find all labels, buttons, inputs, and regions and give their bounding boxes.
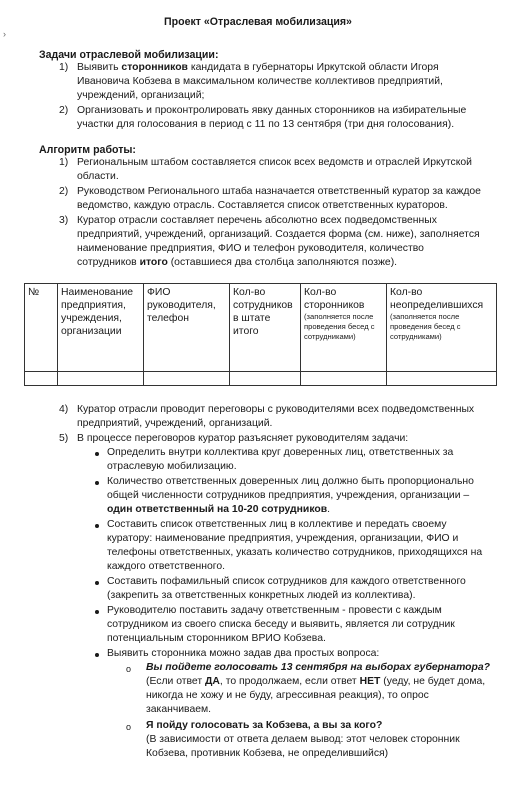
list-line: Региональным штабом составляется список всех ведомств и отраслей Иркутской [77, 157, 472, 168]
bullet-line: сотрудником из своего списка беседу и выявить, является ли сотрудник [107, 619, 455, 630]
bullet-line: телефоны ответственных, указать количество сотрудников, приходящихся на [107, 547, 483, 558]
emphasis-yes: ДА [205, 676, 220, 687]
bullet-line: Руководителю поставить задачу ответственным - провести с каждым [107, 605, 442, 616]
list-line: Куратор отрасли проводит переговоры с руководителями всех подведомственных [77, 404, 475, 415]
list-line: Организовать и проконтролировать явку данных сторонников на избирательные [77, 105, 467, 116]
list-line: учреждений, организаций; [77, 90, 205, 101]
bullet-line: один ответственный на 10-20 сотрудников. [107, 504, 331, 515]
answer-line: никогда не хожу и не буду, агрессивная реакция), то опрос [146, 690, 429, 701]
question-text: Я пойду голосовать за Кобзева, а вы за кого? [146, 720, 383, 731]
bullet-dot [95, 524, 99, 528]
table-header-cell: Кол-во сторонников (заполняется после проведения бесед с сотрудниками) [301, 284, 387, 372]
list-number: 2) [59, 105, 69, 116]
answer-line: (В зависимости от ответа делаем вывод: этот человек сторонник [146, 734, 460, 745]
table-header-row [25, 284, 497, 372]
table-header-cell: Кол-во сотрудников в штате итого [230, 284, 301, 372]
table-header-cell: Кол-во неопределившихся (заполняется после проведения бесед с сотрудниками) [387, 284, 497, 372]
sub-bullet-circle: o [126, 722, 132, 732]
answer-line: (Если ответ ДА, то продолжаем, если ответ НЕТ (уеду, не будет дома, [146, 676, 486, 687]
emphasis-no: НЕТ [359, 676, 381, 687]
bullet-dot [95, 653, 99, 657]
list-number: 4) [59, 404, 69, 415]
bullet-line: куратору: наименование предприятия, учреждения, организации, ФИО и [107, 533, 459, 544]
table-cell [25, 372, 58, 386]
list-line: предприятий, учреждений, организаций. [77, 418, 273, 429]
list-line: предприятий, учреждений, организаций. Создается форма (см. ниже), заполняется [77, 229, 480, 240]
list-line: Выявить сторонников кандидата в губернаторы Иркутской области Игоря [77, 62, 439, 73]
list-number: 1) [59, 62, 69, 73]
bullet-dot [95, 610, 99, 614]
bullet-dot [95, 481, 99, 485]
table-row [25, 372, 497, 386]
list-line: Руководством Регионального штаба назначается ответственный куратор за каждое [77, 186, 481, 197]
table-cell [230, 372, 301, 386]
list-number: 1) [59, 157, 69, 168]
list-line: Куратор отрасли составляет перечень абсолютно всех подведомственных [77, 215, 437, 226]
list-line: участки для голосования в период с 11 по 13 сентября (три дня голосования). [77, 119, 455, 130]
answer-line: заканчиваем. [146, 704, 212, 715]
bullet-line: каждого ответственного. [107, 561, 225, 572]
table-header-cell: № [25, 284, 58, 372]
bullet-line: отраслевую мобилизацию. [107, 461, 237, 472]
list-line: В процессе переговоров куратор разъясняет руководителям задачи: [77, 433, 409, 444]
algorithm-heading: Алгоритм работы: [39, 144, 136, 156]
list-number: 3) [59, 215, 69, 226]
table-cell [144, 372, 230, 386]
list-line: сотрудников итого (оставшиеся два столбца заполняются позже). [77, 257, 398, 268]
bullet-line: Составить список ответственных лиц в коллективе и передать своему [107, 519, 447, 530]
table-cell [58, 372, 144, 386]
bullet-dot [95, 452, 99, 456]
table-header-note: (заполняется после проведения бесед с сотрудниками) [304, 312, 375, 341]
table-cell [387, 372, 497, 386]
document-title: Проект «Отраслевая мобилизация» [164, 16, 352, 28]
bullet-line: потенциальным сторонником ВРИО Кобзева. [107, 633, 326, 644]
table-cell [301, 372, 387, 386]
tasks-heading: Задачи отраслевой мобилизации: [39, 49, 219, 61]
bullet-line: Определить внутри коллектива круг доверенных лиц, ответственных за [107, 447, 454, 458]
list-number: 2) [59, 186, 69, 197]
emphasis-ratio: один ответственный на 10-20 сотрудников [107, 504, 328, 515]
table-header-note: (заполняется после проведения бесед с сотрудниками) [390, 312, 461, 341]
list-line: Ивановича Кобзева в максимальном количестве коллективов предприятий, [77, 76, 443, 87]
page-edge-mark: › [3, 29, 6, 39]
list-line: наименование предприятия, ФИО и телефон руководителя, количество [77, 243, 424, 254]
list-line: ведомство, каждую отрасль. Составляется список ответственных кураторов. [77, 200, 448, 211]
bullet-dot [95, 581, 99, 585]
table-header-cell: ФИО руководителя, телефон [144, 284, 230, 372]
emphasis-supporters: сторонников [121, 62, 188, 73]
bullet-line: Выявить сторонника можно задав два простых вопроса: [107, 648, 380, 659]
list-line: области. [77, 171, 119, 182]
table-header-cell: Наименование предприятия, учреждения, организации [58, 284, 144, 372]
bullet-line: (закрепить за ответственных конкретных людей из коллектива). [107, 590, 416, 601]
emphasis-total: итого [139, 257, 168, 268]
bullet-line: Составить пофамильный список сотрудников для каждого ответственного [107, 576, 466, 587]
sub-bullet-circle: o [126, 664, 132, 674]
question-text: Вы пойдете голосовать 13 сентября на выборах губернатора? [146, 662, 490, 673]
list-number: 5) [59, 433, 69, 444]
mobilization-form-table [24, 283, 497, 386]
bullet-line: Количество ответственных доверенных лиц должно быть пропорционально [107, 476, 474, 487]
answer-line: Кобзева, противник Кобзева, не определившийся) [146, 748, 389, 759]
bullet-line: общей численности сотрудников предприятия, учреждения, организации – [107, 490, 470, 501]
